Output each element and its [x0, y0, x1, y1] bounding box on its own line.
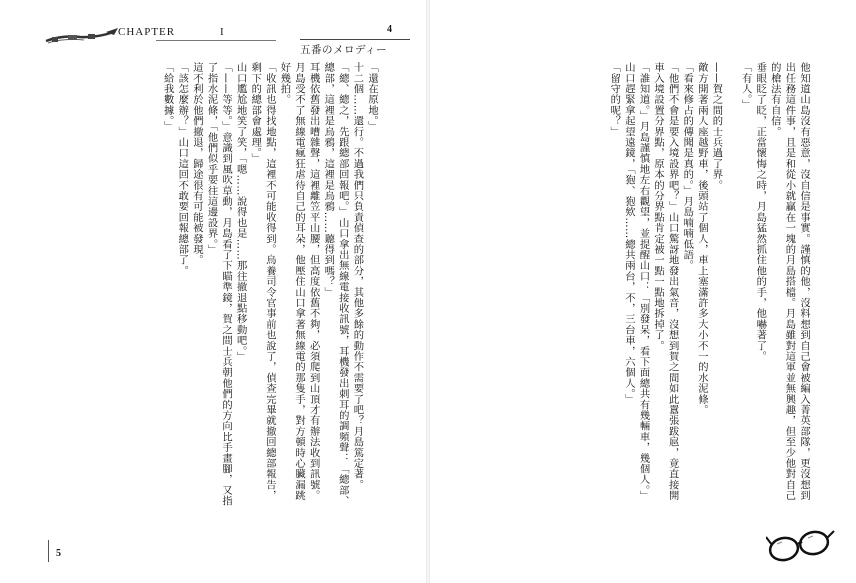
header-rule-right [300, 39, 410, 40]
footer-mark [48, 540, 49, 562]
fountain-pen-icon [44, 26, 120, 46]
chapter-label: CHAPTER [118, 26, 176, 38]
paragraph: 「還在原地。」 [366, 62, 378, 132]
paragraph: 月島受不了無線電瘋狂虐待自己的耳朵，他壓住山口拿著無線電的那隻手，對方頓時心臟漏跳好幾拍。 [278, 62, 306, 501]
paragraph: 垂眼眨了眨，正當懷悔之時，月島猛然抓住他的手，他嚇著了。 [754, 62, 767, 362]
paragraph: 「該怎麼辦？」山口這回不敢要回報總部了。 [176, 62, 189, 276]
paragraph: 這不利於他們撤退，歸途很有可能被發現。 [190, 62, 203, 266]
paragraph: 他知道山島沒有惡意，沒自信是事實。謹慎的他，沒料想到自己會被編入菁英部隊，更沒想到出任務這件事，且是和從小就贏在一塊的月島搭檔。月島雖對這軍並無興趣，但至少他對自己的槍法有自信。 [768, 62, 810, 501]
paragraph: 「看來修占的傳聞是真的。」月島喃喃低語。 [681, 62, 694, 271]
eyeglasses-icon [766, 527, 836, 567]
paragraph: 「誰知道。」月島謹慎地左右觀望，並提醒山口：「別發呆，看下面總共有幾輛車，幾個人。」 [637, 62, 650, 502]
page-number-right: 4 [387, 24, 392, 35]
paragraph: 「總、總之，先跟總部回報吧。」山口拿出無線電接收訊號，耳機發出刺耳的調頻聲：「總部、總部，這裡是烏鴉，這裡是烏鴉……聽得到嗎？」 [322, 62, 349, 507]
paragraph: 山口尷尬地笑了笑，「嗯……說得也是……那往撤退點移動吧。」 [234, 62, 247, 362]
book-gutter [426, 0, 430, 583]
paragraph: 「收訊也得找地點，這裡不可能收得到。烏養司令官事前也說了，偵查完畢就撤回總部報告，剩下的總部會處理。」 [249, 62, 276, 501]
chapter-number: I [220, 26, 224, 38]
paragraph: 「有人。」 [739, 62, 752, 111]
paragraph: 「給我數據。」 [161, 62, 174, 132]
paragraph: ——賀之間的士兵過了界。 [710, 62, 723, 191]
right-page-text [526, 62, 811, 508]
chapter-header [44, 22, 244, 52]
paragraph: 耳機依舊發出嘈雜聲，這裡離笠平山腰，但高度依舊不夠，必須爬到山頂才有辦法收到訊號。 [307, 62, 320, 501]
page-number-left: 5 [56, 548, 61, 559]
paragraph-spacer [723, 62, 738, 63]
paragraph: 山口趕緊拿起望遠鏡，「狍、狍欸……總共兩台，不，三台車，六個人。」 [622, 62, 635, 405]
paragraph: 「——等等。」意識到風吹草動，月島看了下瞄準鏡，賀之間士兵朝他們的方向比手畫腳，又指了指水泥條，「他們似乎要往這邊設界。」 [205, 62, 233, 507]
left-page-text [57, 62, 379, 508]
paragraph: 十二個……還行。不過我們只負責偵查的部分，其他多餘的動作不需要了吧？月島篤定著。 [351, 62, 364, 490]
paragraph: 「他們不會是要入境設界吧？」山口驚訝地發出氣音，沒想到賀之間如此囂張跋扈，竟直接開車入境設置分界點，原本的分界點肯定被一點一點地拆掉了。 [652, 62, 679, 501]
header-rule-left [156, 40, 276, 41]
running-title: 五番のメロディー [300, 44, 388, 56]
paragraph: 敵方開著兩人座越野車，後頭站了個人，車上塞滿許多大小不一的水泥條。 [695, 62, 708, 416]
paragraph: 「留守的呢？」 [608, 62, 621, 137]
